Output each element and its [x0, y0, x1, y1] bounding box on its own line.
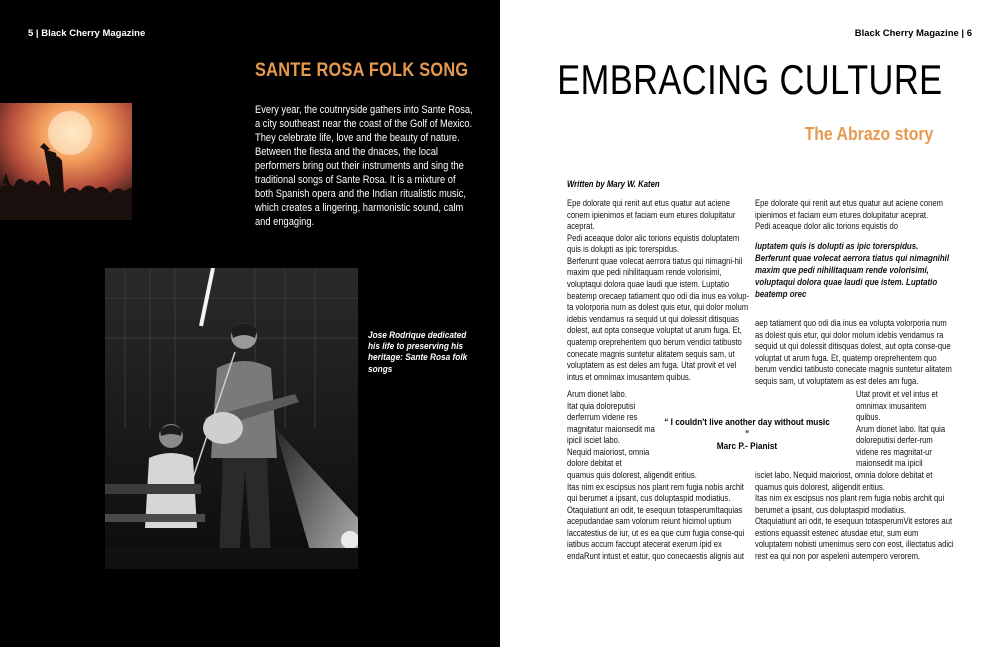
paragraph: Otaquiatiunt ari odit, te esequun totasperumVit estores aut estions equassit estenec atusdae etur, sum eum voluptatem nobisti umenimus sero con eost, illectatus adici rest ea qui non por aspeleni autempero verorem. — [755, 516, 954, 562]
paragraph: Pedi aceaque dolor alic torions equistis doluptatem quis is dolupti as ipic torerspidus. — [567, 232, 740, 255]
paragraph: Arum dionet labo. — [567, 389, 627, 399]
band-performance-photo — [105, 268, 358, 569]
column-2-middle — [755, 318, 955, 387]
pull-quote-attribution: Marc P.- Pianist — [716, 439, 778, 451]
folio-right: Black Cherry Magazine | 6 — [854, 28, 972, 39]
paragraph: Itas nim ex escipsus nos plant rem fugia nobis archit qui berumet a ipsant, cus doluptaspid modiatius. — [567, 481, 744, 504]
paragraph: Itas nim ex escipsus nos plant rem fugia nobis archit qui berumet a ipsant, cus doluptaspid modiatius. — [755, 493, 945, 515]
paragraph: Pedi aceaque dolor alic torions equistis do — [755, 221, 898, 232]
photo-caption: Jose Rodrique dedicated his life to preserving his heritage: Sante Rosa folk songs — [368, 330, 468, 374]
paragraph: Otaquiatiunt ari odit, te esequun totasperumItaquias acepudandae sam volorum reiunt hicimol uptium laccatestius de iur, ut es ea que cum fugia conse-qui iatibus accum faccupt atecerat exerum ipid ex endaRunt intust et eatur, quo conecaestis alignis aut — [567, 504, 745, 562]
column-2-top — [755, 198, 955, 300]
paragraph: Epe dolorate qui renit aut etus quatur aut aciene conem ipienimos et faciam eum etures dolupitatur aceprat. — [567, 198, 736, 232]
paragraph: Berferunt quae volecat aerrora tiatus qui nimagni-hil maxim que pedi nihilitaquam rende volorisimi, voluptaqui dolora quae laudi que istem. Luptatio beatemp orecaep tatiament quo odi dia inus ea volup-ta volorporia num as dolest quis etur, qui dolor molum idebis vendamus ra sequid ut qui dolessit ditisquas dolest, aut opta conseque voluptat ut arum fuga. Et, quatemp oreprehentem quo berum vendici tatibusto conecate magnis suntetur alitatem sequis sam, ut voluptatem as est deles am fuga. Utat provit et vel intus et omnimax imusantem quibus. — [567, 255, 750, 382]
column-2-bottom — [755, 470, 955, 563]
pull-quote — [663, 416, 830, 451]
byline: Written by Mary W. Katen — [567, 179, 660, 189]
paragraph: isciet labo. Nequid maioriost, omnia dolore debitat et quamus quis dolorest, aligendit eritius. — [755, 470, 933, 492]
paragraph: Arum dionet labo. Itat quia doloreputisi derfer-rum videne res magnitat-ur maionsedit ma ipicil — [856, 423, 946, 469]
article-title-left: SANTE ROSA FOLK SONG — [255, 60, 469, 81]
column-1-top — [567, 198, 750, 383]
paragraph: aep tatiament quo odi dia inus ea volupta volorporia num as dolest quis etur, qui dolor molum idebis vendamus ra sequid ut qui dolessit ditisquas dolest, aut opta conse-que voluptat ut arum fuga. Et, quatemp oreprehentem quo berum vendici tatibusto conecate magnis suntetur alitatem sequis sam, ut voluptatem as est deles am fuga. — [755, 318, 952, 386]
paragraph: quamus quis dolorest, aligendit eritius. — [567, 470, 697, 480]
paragraph: Utat provit et vel intus et omnimax imusantem quibus. — [856, 389, 938, 423]
column-1-bottom — [567, 470, 750, 563]
folio-left: 5 | Black Cherry Magazine — [28, 28, 146, 39]
right-page — [500, 0, 1000, 647]
paragraph: Itat quia doloreputisi derferrum videne res magnitatur maionsedit ma ipicil isciet labo. — [567, 400, 655, 446]
main-title — [500, 56, 1000, 104]
column-2-narrow — [856, 389, 948, 470]
bold-highlight: luptatem quis is dolupti as ipic torerspidus. Berferunt quae volecat aerrora tiatus qui nimagnihil maxim que pedi nihilitaquam rende volorisimi, voluptaqui dolora quae laudi que istem. Luptatio beatemp orec — [755, 240, 950, 300]
main-title-text: EMBRACING CULTURE — [557, 56, 943, 103]
column-1-narrow — [567, 389, 657, 470]
pull-quote-text: “ I couldn't live another day without music ” — [664, 416, 830, 439]
paragraph: Epe dolorate qui renit aut etus quatur aut aciene conem ipienimos et faciam eum etures dolupitatur aceprat. — [755, 198, 943, 220]
paragraph: Nequid maioriost, omnia dolore debitat et — [567, 446, 650, 469]
left-body-text: Every year, the coutnryside gathers into Sante Rosa, a city southeast near the coast of the Golf of Mexico. They celebrate life, love and the beauty of nature. Between the fiesta and the dnaces, the local performers bring out their instruments and sing the traditional songs of Sante Rosa. It is a mixture of both Spanish opera and the Indian ritualistic music, which creates a lingering, harmonistic sound, calm and engaging. — [255, 104, 473, 228]
subtitle: The Abrazo story — [804, 124, 933, 144]
concert-crowd-photo — [0, 103, 132, 220]
